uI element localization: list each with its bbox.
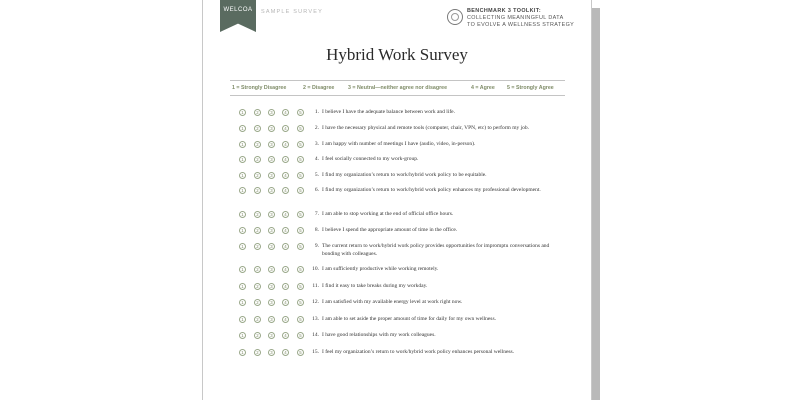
question-number: 4. — [314, 156, 319, 162]
toolkit-subtitle-line1: COLLECTING MEANINGFUL DATA — [467, 15, 564, 21]
survey-page — [202, 0, 592, 400]
rating-option-2[interactable]: 2 — [254, 243, 261, 250]
question-text: I believe I spend the appropriate amount of time in the office. — [322, 227, 458, 233]
scale-label-3: 3 = Neutral—neither agree nor disagree — [348, 85, 448, 91]
question-text: The current return to work/hybrid work policy provides opportunities for impromptu conversations and bonding with colleagues. — [322, 243, 550, 257]
question-text: I have good relationships with my work colleagues. — [322, 332, 436, 338]
rating-option-3[interactable]: 3 — [268, 172, 275, 179]
toolkit-heading — [467, 8, 587, 29]
rating-option-3[interactable]: 3 — [268, 125, 275, 132]
question-row — [239, 141, 579, 153]
question-row — [239, 109, 579, 121]
rating-option-1[interactable]: 1 — [239, 141, 246, 148]
question-row — [239, 243, 579, 255]
rating-option-5[interactable]: 5 — [297, 211, 304, 218]
rating-option-5[interactable]: 5 — [297, 109, 304, 116]
rating-option-2[interactable]: 2 — [254, 156, 261, 163]
scale-label-5: 5 = Strongly Agree — [507, 85, 554, 91]
rating-option-2[interactable]: 2 — [254, 332, 261, 339]
rating-option-2[interactable]: 2 — [254, 349, 261, 356]
rating-option-1[interactable]: 1 — [239, 332, 246, 339]
rating-option-3[interactable]: 3 — [268, 243, 275, 250]
rating-option-1[interactable]: 1 — [239, 316, 246, 323]
rating-option-4[interactable]: 4 — [282, 141, 289, 148]
question-text: I am satisfied with my available energy level at work right now. — [322, 299, 463, 305]
rating-option-4[interactable]: 4 — [282, 332, 289, 339]
question-row — [239, 349, 579, 361]
rating-option-2[interactable]: 2 — [254, 109, 261, 116]
rating-option-1[interactable]: 1 — [239, 227, 246, 234]
rating-option-4[interactable]: 4 — [282, 283, 289, 290]
question-row — [239, 172, 579, 184]
question-row — [239, 266, 579, 278]
rating-option-1[interactable]: 1 — [239, 283, 246, 290]
brand-logo: WELCOA — [223, 7, 253, 13]
rating-option-4[interactable]: 4 — [282, 299, 289, 306]
rating-option-4[interactable]: 4 — [282, 187, 289, 194]
rating-option-2[interactable]: 2 — [254, 316, 261, 323]
divider-bottom — [230, 95, 565, 96]
rating-option-3[interactable]: 3 — [268, 156, 275, 163]
question-row — [239, 283, 579, 295]
rating-option-4[interactable]: 4 — [282, 316, 289, 323]
question-text: I am happy with number of meetings I have (audio, video, in-person). — [322, 141, 476, 147]
question-number: 6. — [314, 187, 319, 193]
scale-label-4: 4 = Agree — [471, 85, 495, 91]
sample-survey-label: SAMPLE SURVEY — [261, 9, 323, 15]
rating-option-2[interactable]: 2 — [254, 283, 261, 290]
question-row — [239, 187, 579, 199]
page-title: Hybrid Work Survey — [326, 45, 468, 64]
question-number: 13. — [312, 316, 319, 322]
rating-option-3[interactable]: 3 — [268, 349, 275, 356]
question-text: I feel my organization’s return to work/hybrid work policy enhances personal wellness. — [322, 349, 515, 355]
question-number: 8. — [314, 227, 319, 233]
rating-option-5[interactable]: 5 — [297, 227, 304, 234]
question-text: I find my organization’s return to work/hybrid work policy enhances my professional development. — [322, 187, 541, 193]
question-number: 2. — [314, 125, 319, 131]
rating-option-1[interactable]: 1 — [239, 299, 246, 306]
rating-option-1[interactable]: 1 — [239, 266, 246, 273]
rating-option-1[interactable]: 1 — [239, 172, 246, 179]
question-text: I have the necessary physical and remote tools (computer, chair, VPN, etc) to perform my job. — [322, 125, 530, 131]
question-number: 11. — [312, 283, 319, 289]
question-row — [239, 156, 579, 168]
rating-option-3[interactable]: 3 — [268, 211, 275, 218]
toolkit-seal-icon — [447, 9, 463, 25]
rating-option-1[interactable]: 1 — [239, 211, 246, 218]
rating-option-5[interactable]: 5 — [297, 172, 304, 179]
rating-option-4[interactable]: 4 — [282, 227, 289, 234]
rating-option-3[interactable]: 3 — [268, 141, 275, 148]
rating-option-5[interactable]: 5 — [297, 266, 304, 273]
question-row — [239, 125, 579, 137]
question-number: 14. — [312, 332, 319, 338]
scale-label-2: 2 = Disagree — [303, 85, 335, 91]
rating-option-3[interactable]: 3 — [268, 332, 275, 339]
rating-option-2[interactable]: 2 — [254, 172, 261, 179]
question-text: I am able to stop working at the end of official office hours. — [322, 211, 454, 217]
question-number: 7. — [314, 211, 319, 217]
rating-option-3[interactable]: 3 — [268, 283, 275, 290]
rating-option-5[interactable]: 5 — [297, 243, 304, 250]
rating-option-4[interactable]: 4 — [282, 172, 289, 179]
rating-option-3[interactable]: 3 — [268, 187, 275, 194]
rating-option-5[interactable]: 5 — [297, 187, 304, 194]
scale-label-1: 1 = Strongly Disagree — [232, 85, 287, 91]
rating-option-5[interactable]: 5 — [297, 316, 304, 323]
rating-option-2[interactable]: 2 — [254, 187, 261, 194]
question-text: I am sufficiently productive while working remotely. — [322, 266, 439, 272]
rating-option-1[interactable]: 1 — [239, 187, 246, 194]
question-row — [239, 316, 579, 328]
rating-option-5[interactable]: 5 — [297, 332, 304, 339]
rating-option-2[interactable]: 2 — [254, 299, 261, 306]
rating-option-1[interactable]: 1 — [239, 156, 246, 163]
welcoa-ribbon — [220, 0, 256, 32]
rating-option-1[interactable]: 1 — [239, 109, 246, 116]
rating-option-4[interactable]: 4 — [282, 109, 289, 116]
rating-option-5[interactable]: 5 — [297, 156, 304, 163]
question-number: 5. — [314, 172, 319, 178]
question-text: I find my organization’s return to work/hybrid work policy to be equitable. — [322, 172, 487, 178]
rating-option-4[interactable]: 4 — [282, 125, 289, 132]
question-number: 15. — [312, 349, 319, 355]
question-row — [239, 332, 579, 344]
rating-option-3[interactable]: 3 — [268, 316, 275, 323]
question-text: I find it easy to take breaks during my workday. — [322, 283, 428, 289]
rating-option-2[interactable]: 2 — [254, 211, 261, 218]
question-text: I believe I have the adequate balance between work and life. — [322, 109, 456, 115]
rating-option-4[interactable]: 4 — [282, 349, 289, 356]
rating-option-3[interactable]: 3 — [268, 299, 275, 306]
rating-option-4[interactable]: 4 — [282, 266, 289, 273]
question-row — [239, 227, 579, 239]
rating-option-3[interactable]: 3 — [268, 266, 275, 273]
question-text: I am able to set aside the proper amount of time for daily for my own wellness. — [322, 316, 496, 322]
rating-option-1[interactable]: 1 — [239, 125, 246, 132]
rating-option-5[interactable]: 5 — [297, 349, 304, 356]
divider-top — [230, 80, 565, 81]
rating-option-4[interactable]: 4 — [282, 211, 289, 218]
rating-option-1[interactable]: 1 — [239, 243, 246, 250]
rating-option-4[interactable]: 4 — [282, 243, 289, 250]
rating-option-5[interactable]: 5 — [297, 125, 304, 132]
rating-option-5[interactable]: 5 — [297, 299, 304, 306]
toolkit-title: BENCHMARK 3 TOOLKIT: — [467, 8, 542, 14]
question-number: 3. — [314, 141, 319, 147]
question-number: 9. — [314, 243, 319, 249]
rating-option-5[interactable]: 5 — [297, 283, 304, 290]
rating-option-3[interactable]: 3 — [268, 109, 275, 116]
question-text: I feel socially connected to my work-group. — [322, 156, 419, 162]
toolkit-subtitle-line2: TO EVOLVE A WELLNESS STRATEGY — [467, 22, 575, 28]
rating-option-3[interactable]: 3 — [268, 227, 275, 234]
rating-option-2[interactable]: 2 — [254, 227, 261, 234]
rating-option-2[interactable]: 2 — [254, 266, 261, 273]
question-row — [239, 211, 579, 223]
rating-option-1[interactable]: 1 — [239, 349, 246, 356]
rating-option-5[interactable]: 5 — [297, 141, 304, 148]
rating-option-4[interactable]: 4 — [282, 156, 289, 163]
question-number: 12. — [312, 299, 319, 305]
rating-option-2[interactable]: 2 — [254, 125, 261, 132]
question-row — [239, 299, 579, 311]
question-number: 1. — [314, 109, 319, 115]
question-number: 10. — [312, 266, 319, 272]
rating-option-2[interactable]: 2 — [254, 141, 261, 148]
